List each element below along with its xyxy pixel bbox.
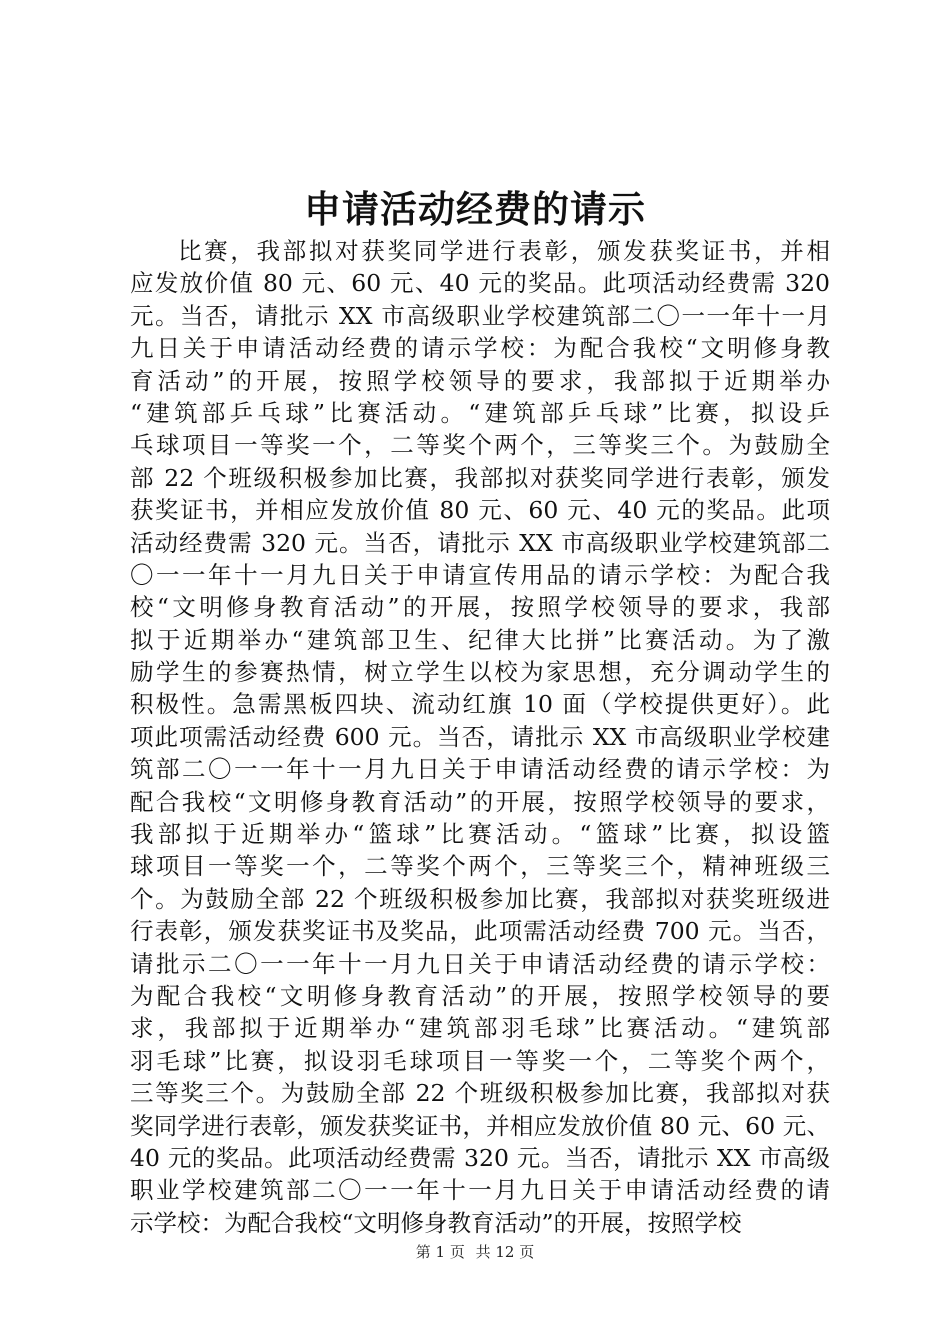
body-line: 求，我部拟于近期举办“建筑部羽毛球”比赛活动。“建筑部 <box>130 1014 830 1043</box>
body-line: 示学校：为配合我校“文明修身教育活动”的开展，按照学校 <box>130 1208 742 1237</box>
body-line: 校“文明修身教育活动”的开展，按照学校领导的要求，我部 <box>130 593 830 622</box>
body-line: 应发放价值 80 元、60 元、40 元的奖品。此项活动经费需 320 <box>130 269 830 298</box>
body-line: 项此项需活动经费 600 元。当否，请批示 XX 市高级职业学校建 <box>130 722 830 751</box>
body-line: 配合我校“文明修身教育活动”的开展，按照学校领导的要求， <box>130 787 830 816</box>
body-line: 请批示二〇一一年十一月九日关于申请活动经费的请示学校： <box>130 949 830 978</box>
body-line: 40 元的奖品。此项活动经费需 320 元。当否，请批示 XX 市高级 <box>130 1143 830 1172</box>
page-total: 共 12 页 <box>475 1243 535 1261</box>
body-line: 部 22 个班级积极参加比赛，我部拟对获奖同学进行表彰，颁发 <box>130 463 830 492</box>
body-line: 拟于近期举办“建筑部卫生、纪律大比拼”比赛活动。为了激 <box>130 625 830 654</box>
body-line: 乓球项目一等奖一个，二等奖个两个，三等奖三个。为鼓励全 <box>130 431 830 460</box>
body-line: 活动经费需 320 元。当否，请批示 XX 市高级职业学校建筑部二 <box>130 528 830 557</box>
body-line: 筑部二〇一一年十一月九日关于申请活动经费的请示学校：为 <box>130 755 830 784</box>
body-line: 行表彰，颁发获奖证书及奖品，此项需活动经费 700 元。当否， <box>130 917 830 946</box>
body-line: “建筑部乒乓球”比赛活动。“建筑部乒乓球”比赛，拟设乒 <box>130 398 830 427</box>
body-line: 获奖证书，并相应发放价值 80 元、60 元、40 元的奖品。此项 <box>130 496 830 525</box>
document-title: 申请活动经费的请示 <box>304 187 646 231</box>
body-line: 三等奖三个。为鼓励全部 22 个班级积极参加比赛，我部拟对获 <box>130 1079 830 1108</box>
body-line: 积极性。急需黑板四块、流动红旗 10 面（学校提供更好）。此 <box>130 690 830 719</box>
body-line: 九日关于申请活动经费的请示学校：为配合我校“文明修身教 <box>130 334 830 363</box>
body-line: 羽毛球”比赛，拟设羽毛球项目一等奖一个，二等奖个两个， <box>130 1046 830 1075</box>
body-line: 个。为鼓励全部 22 个班级积极参加比赛，我部拟对获奖班级进 <box>130 884 830 913</box>
body-line: 球项目一等奖一个，二等奖个两个，三等奖三个，精神班级三 <box>130 852 830 881</box>
body-line: 奖同学进行表彰，颁发获奖证书，并相应发放价值 80 元、60 元、 <box>130 1111 830 1140</box>
page-footer <box>0 1240 950 1264</box>
body-line: 元。当否，请批示 XX 市高级职业学校建筑部二〇一一年十一月 <box>130 301 830 330</box>
body-line: 我部拟于近期举办“篮球”比赛活动。“篮球”比赛，拟设篮 <box>130 820 830 849</box>
body-line: 比赛，我部拟对获奖同学进行表彰，颁发获奖证书，并相 <box>178 237 830 265</box>
body-line: 职业学校建筑部二〇一一年十一月九日关于申请活动经费的请 <box>130 1176 830 1205</box>
document-body <box>130 235 830 1239</box>
page-number: 第 1 页 <box>415 1243 465 1261</box>
body-line: 育活动”的开展，按照学校领导的要求，我部拟于近期举办 <box>130 366 830 395</box>
body-line: 为配合我校“文明修身教育活动”的开展，按照学校领导的要 <box>130 981 830 1010</box>
body-line: 励学生的参赛热情，树立学生以校为家思想，充分调动学生的 <box>130 658 830 687</box>
body-line: 〇一一年十一月九日关于申请宣传用品的请示学校：为配合我 <box>130 560 830 589</box>
